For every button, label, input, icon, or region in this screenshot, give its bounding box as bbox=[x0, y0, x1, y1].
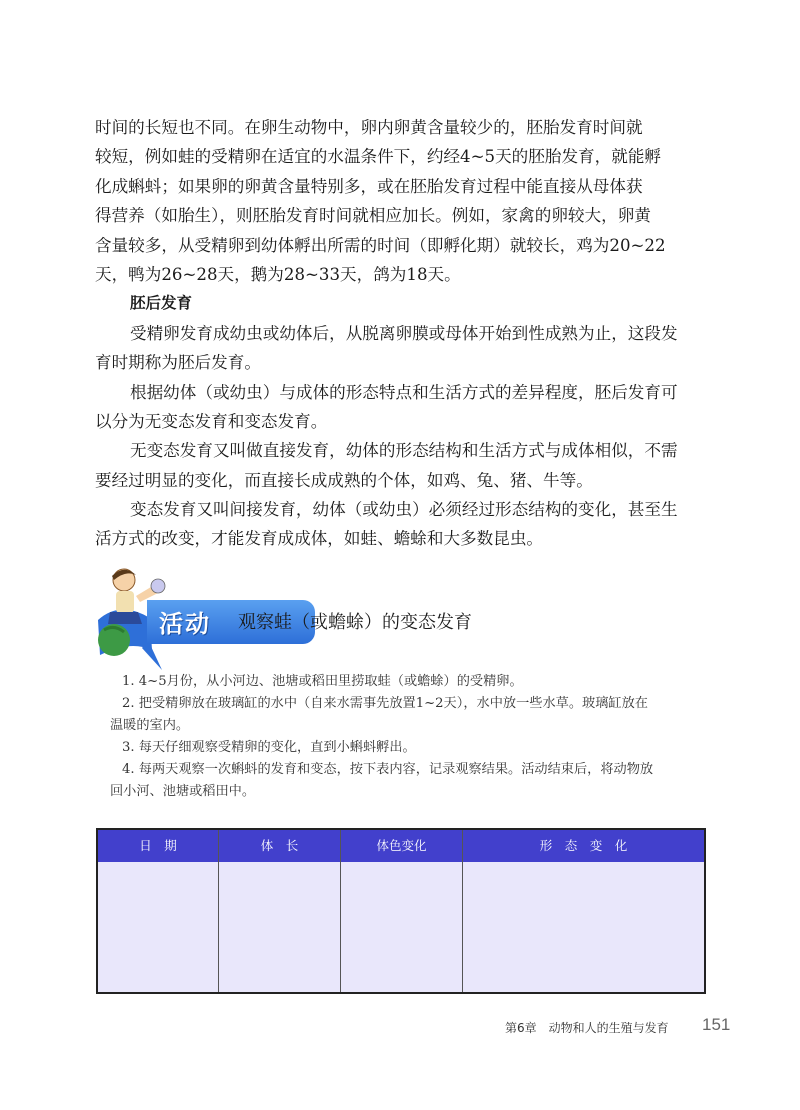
column-header-form: 形 态 变 化 bbox=[539, 838, 628, 853]
footer-chapter: 第6章 动物和人的生殖与发育 bbox=[505, 1021, 669, 1035]
text-line: 以分为无变态发育和变态发育。 bbox=[95, 411, 328, 431]
text-line: 得营养（如胎生），则胚胎发育时间就相应加长。例如，家禽的卵较大，卵黄 bbox=[95, 206, 651, 226]
text-line: 育时期称为胚后发育。 bbox=[95, 353, 261, 373]
text-line: 含量较多，从受精卵到幼体孵出所需的时间（即孵化期）就较长，鸡为20~22 bbox=[95, 235, 666, 255]
intro-paragraph bbox=[95, 113, 710, 554]
step-continuation: 温暖的室内。 bbox=[110, 718, 190, 733]
activity-steps bbox=[110, 671, 710, 803]
text-line: 时间的长短也不同。在卵生动物中，卵内卵黄含量较少的，胚胎发育时间就 bbox=[95, 118, 643, 137]
step-item: 4. 每两天观察一次蝌蚪的发育和变态，按下表内容，记录观察结果。活动结束后，将动物放 bbox=[122, 762, 654, 777]
text-line: 要经过明显的变化，而直接长成成熟的个体，如鸡、兔、猪、牛等。 bbox=[95, 470, 593, 490]
column-header-date: 日 期 bbox=[139, 838, 177, 853]
text-line: 根据幼体（或幼虫）与成体的形态特点和生活方式的差异程度，胚后发育可 bbox=[130, 382, 678, 402]
table-header-row bbox=[98, 830, 704, 862]
column-divider bbox=[462, 830, 463, 992]
column-header-color: 体色变化 bbox=[376, 838, 427, 853]
page-number: 151 bbox=[702, 1015, 731, 1034]
step-item: 2. 把受精卵放在玻璃缸的水中（自来水需事先放置1~2天），水中放一些水草。玻璃缸放在 bbox=[122, 696, 648, 711]
text-line: 活方式的改变，才能发育成成体，如蛙、蟾蜍和大多数昆虫。 bbox=[95, 529, 544, 549]
step-item: 3. 每天仔细观察受精卵的变化，直到小蝌蚪孵出。 bbox=[122, 740, 416, 755]
step-item: 1. 4~5月份，从小河边、池塘或稻田里捞取蛙（或蟾蜍）的受精卵。 bbox=[122, 674, 523, 689]
section-heading: 胚后发育 bbox=[130, 294, 193, 313]
text-line: 变态发育又叫间接发育，幼体（或幼虫）必须经过形态结构的变化，甚至生 bbox=[130, 500, 678, 520]
column-divider bbox=[218, 830, 219, 992]
text-line: 无变态发育又叫做直接发育，幼体的形态结构和生活方式与成体相似，不需 bbox=[130, 441, 678, 461]
observation-record-table bbox=[96, 828, 706, 994]
step-continuation: 回小河、池塘或稻田中。 bbox=[110, 784, 256, 799]
column-header-length: 体 长 bbox=[260, 838, 299, 853]
activity-banner bbox=[90, 560, 710, 670]
text-line: 受精卵发育成幼虫或幼体后，从脱离卵膜或母体开始到性成熟为止，这段发 bbox=[130, 323, 678, 343]
column-divider bbox=[340, 830, 341, 992]
text-line: 较短，例如蛙的受精卵在适宜的水温条件下，约经4~5天的胚胎发育，就能孵 bbox=[95, 147, 662, 167]
text-line: 天，鸭为26~28天，鹅为28~33天，鸽为18天。 bbox=[95, 264, 461, 284]
text-line: 化成蝌蚪；如果卵的卵黄含量特别多，或在胚胎发育过程中能直接从母体获 bbox=[95, 176, 643, 196]
activity-title: 观察蛙（或蟾蜍）的变态发育 bbox=[238, 612, 472, 633]
activity-badge-label: 活动 bbox=[159, 610, 211, 638]
